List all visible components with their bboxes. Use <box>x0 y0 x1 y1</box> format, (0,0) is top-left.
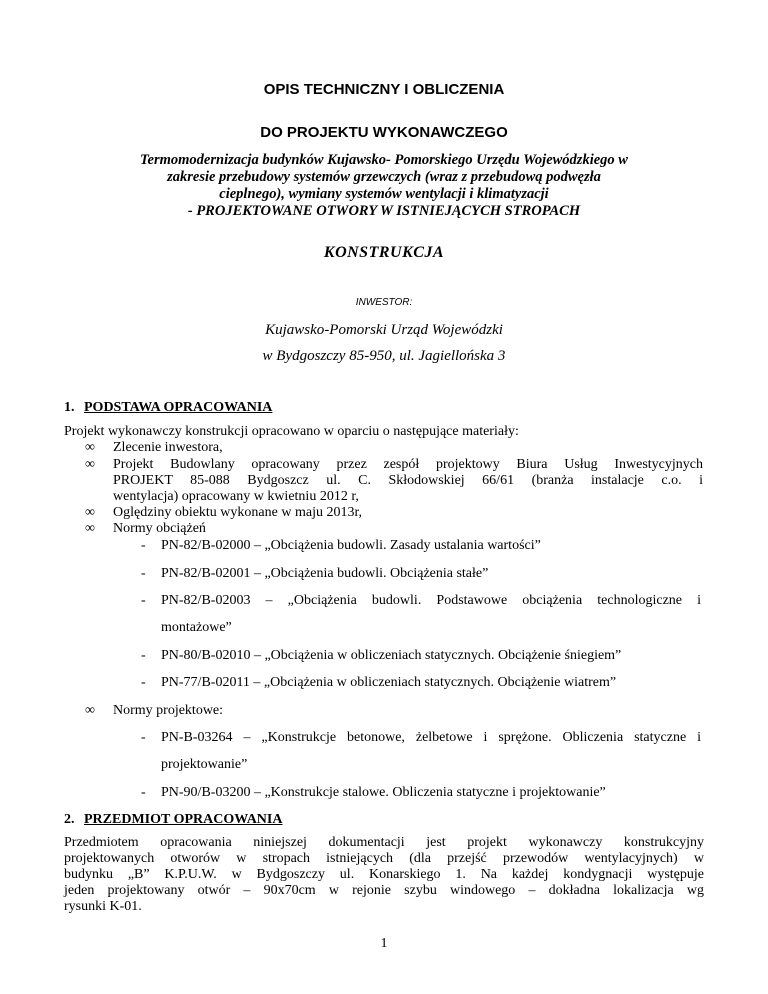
document-subtitle: DO PROJEKTU WYKONAWCZEGO <box>260 124 508 141</box>
section-number: 2. <box>64 812 75 827</box>
bullet-symbol: ∞ <box>85 457 95 472</box>
norm-item: PN-77/B-02011 – „Obciążenia w obliczeniach statycznych. Obciążenie wiatrem” <box>161 675 617 690</box>
subject-line: Termomodernizacja budynków Kujawsko- Pomorskiego Urzędu Wojewódzkiego w <box>140 152 628 168</box>
paragraph-line: rysunki K-01. <box>64 899 142 914</box>
discipline-heading: KONSTRUKCJA <box>323 244 445 261</box>
section-1-intro: Projekt wykonawczy konstrukcji opracowano w oparciu o następujące materiały: <box>64 424 519 439</box>
norm-item: PN-B-03264 – „Konstrukcje betonowe, żelbetowe i sprężone. Obliczenia statyczne i <box>161 730 701 745</box>
paragraph-line: jeden projektowany otwór – 90x70cm w rejonie szybu windowego – dokładna lokalizacja wg <box>64 883 704 898</box>
list-item: Normy projektowe: <box>113 703 224 718</box>
norm-item: PN-82/B-02001 – „Obciążenia budowli. Obciążenia stałe” <box>161 566 489 581</box>
document-title: OPIS TECHNICZNY I OBLICZENIA <box>263 81 505 98</box>
dash-symbol: - <box>141 538 146 553</box>
section-2-heading <box>64 812 282 828</box>
investor-label: INWESTOR: <box>355 297 413 308</box>
list-item-continuation: wentylacja) opracowany w kwietniu 2012 r, <box>113 489 359 504</box>
investor-name: Kujawsko-Pomorski Urząd Wojewódzki <box>265 322 503 338</box>
bullet-symbol: ∞ <box>85 703 95 718</box>
section-title: PRZEDMIOT OPRACOWANIA <box>84 812 283 827</box>
list-item: Projekt Budowlany opracowany przez zespół projektowy Biura Usług Inwestycyjnych <box>113 457 703 472</box>
norm-item: PN-82/B-02000 – „Obciążenia budowli. Zasady ustalania wartości” <box>161 538 541 553</box>
subject-line: cieplnego), wymiany systemów wentylacji i klimatyzacji <box>219 186 549 202</box>
norm-item-continuation: projektowanie” <box>161 757 248 772</box>
norm-item: PN-80/B-02010 – „Obciążenia w obliczeniach statycznych. Obciążenie śniegiem” <box>161 648 622 663</box>
investor-address: w Bydgoszczy 85-950, ul. Jagiellońska 3 <box>262 348 506 364</box>
subject-line: - PROJEKTOWANE OTWORY W ISTNIEJĄCYCH STROPACH <box>187 203 581 219</box>
subject-line: zakresie przebudowy systemów grzewczych (wraz z przebudową podwęzła <box>167 169 601 185</box>
project-subject <box>0 152 768 220</box>
dash-symbol: - <box>141 785 146 800</box>
section-title: PODSTAWA OPRACOWANIA <box>84 400 273 415</box>
dash-symbol: - <box>141 648 146 663</box>
list-item: Oględziny obiektu wykonane w maju 2013r, <box>113 505 363 520</box>
norm-item: PN-82/B-02003 – „Obciążenia budowli. Podstawowe obciążenia technologiczne i <box>161 593 701 608</box>
list-item: Normy obciążeń <box>113 521 206 536</box>
dash-symbol: - <box>141 566 146 581</box>
dash-symbol: - <box>141 730 146 745</box>
list-item: Zlecenie inwestora, <box>113 440 223 455</box>
dash-symbol: - <box>141 675 146 690</box>
bullet-symbol: ∞ <box>85 505 95 520</box>
bullet-symbol: ∞ <box>85 440 95 455</box>
list-item-continuation: PROJEKT 85-088 Bydgoszcz ul. C. Skłodowskiej 66/61 (branża instalacje c.o. i <box>113 473 703 488</box>
norm-item: PN-90/B-03200 – „Konstrukcje stalowe. Obliczenia statyczne i projektowanie” <box>161 785 606 800</box>
paragraph-line: Przedmiotem opracowania niniejszej dokumentacji jest projekt wykonawczy konstrukcyjny <box>64 835 704 850</box>
dash-symbol: - <box>141 593 146 608</box>
page-number: 1 <box>380 936 388 951</box>
bullet-symbol: ∞ <box>85 521 95 536</box>
norm-item-continuation: montażowe” <box>161 620 232 635</box>
section-number: 1. <box>64 400 75 415</box>
paragraph-line: budynku „B” K.P.U.W. w Bydgoszczy ul. Konarskiego 1. Na każdej kondygnacji występuje <box>64 867 704 882</box>
paragraph-line: projektowanych otworów w stropach istniejących (dla przejść przewodów wentylacyjnych) w <box>64 851 704 866</box>
section-1-heading <box>64 400 272 416</box>
